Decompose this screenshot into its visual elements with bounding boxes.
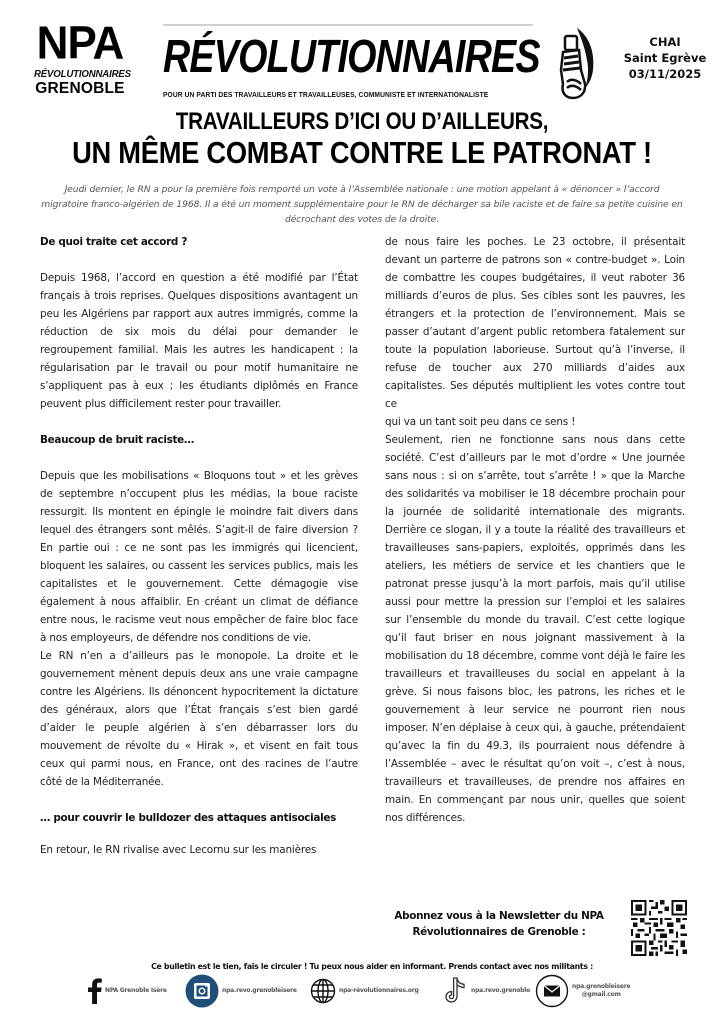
social-website[interactable] — [310, 974, 419, 1008]
globe-icon — [310, 978, 336, 1004]
npa-logo: NPA — [36, 17, 124, 70]
instagram-icon — [185, 974, 219, 1008]
social-label — [572, 983, 630, 999]
npa-logo-block — [30, 17, 131, 97]
section-heading: Beaucoup de bruit raciste… — [40, 434, 194, 446]
raised-fist-sickle-icon — [555, 26, 601, 100]
npa-logo-subtitle: RÉVOLUTIONNAIRES — [34, 68, 131, 80]
masthead-rule — [163, 24, 533, 26]
social-email[interactable] — [535, 974, 630, 1008]
section-heading: De quoi traite cet accord ? — [40, 236, 188, 248]
social-facebook[interactable] — [88, 974, 167, 1008]
newsletter-line-2: Révolutionnaires de Grenoble : — [412, 926, 586, 938]
masthead-tagline: POUR UN PARTI DES TRAVAILLEURS ET TRAVAILLEUSES, COMMUNISTE ET INTERNATIONALISTE — [163, 90, 489, 99]
section-paragraph: Le RN n’en a d’ailleurs pas le monopole. La droite et le gouvernement mènent depuis deux ans une vraie campagne contre les Algériens. Ils dénoncent hypocritement la dictature des généraux, alors que l’État français s’est bien gardé d’aider le peuple algérien à s’en débarrasser lors du mouvement de révolte du « Hirak », et visent en fait tous ceux qui parmi nous, en France, ont des racines de l’autre côté de la Méditerranée. — [40, 650, 358, 788]
qr-code-icon[interactable] — [631, 897, 687, 959]
headline-line-1: TRAVAILLEURS D’ICI OU D’AILLEURS, — [175, 108, 549, 135]
social-links — [88, 974, 698, 1008]
email-domain: @gmail.com — [581, 991, 621, 998]
social-label: NPA Grenoble Isère — [105, 987, 167, 994]
social-label: npa.revo.grenobleisere — [222, 987, 297, 994]
social-instagram[interactable] — [185, 974, 297, 1008]
newsletter-callout — [380, 908, 618, 940]
event-info — [606, 34, 724, 82]
event-place: CHAI — [649, 35, 681, 49]
email-icon — [535, 974, 569, 1008]
section-paragraph: Depuis 1968, l’accord en question a été modifié par l’État français à trois reprises. Quelques dispositions avantagent un peu les Algériens par rapport aux autres immigrés, comme la réduction de six mois du délai pour demander le regroupement familial. Mais les autres les handicapent : la régularisation par le travail ou pour motif humanitaire ne s’appliquent pas à eux ; les étudiants diplômés en France peuvent plus difficilement rester pour travailler. — [40, 272, 358, 410]
social-label: npa-révolutionnaires.org — [339, 987, 419, 994]
tiktok-icon — [444, 976, 468, 1006]
intro-chapo: Jeudi dernier, le RN a pour la première fois remporté un vote à l’Assemblée nationale : une motion appelant à « dénoncer » l’accord migratoire franco-algérien de 1968. Il a été un moment supplémentaire pour le RN de décharger sa bile raciste et de faire sa petite cuisine en décrochant des votes de la droite. — [41, 184, 683, 225]
section-paragraph: Depuis que les mobilisations « Bloquons tout » et les grèves de septembre n’occupent plus les médias, la boue raciste ressurgit. Ils montent en épingle le moindre fait divers dans lequel des étrangers sont mêlés. S’agit-il de faire diversion ? En partie oui : ce ne sont pas les immigrés qui licencient, bloquent les salaires, ou cassent les services publics, mais les capitalistes et le gouvernement. Cette démagogie vise également à nous affaiblir. En créant un climat de défiance entre nous, le racisme veut nous empêcher de faire bloc face à nos employeurs, de défendre nos conditions de vie. — [40, 470, 358, 644]
headline-line-2: UN MÊME COMBAT CONTRE LE PATRONAT ! — [72, 135, 652, 170]
footer-callout: Ce bulletin est le tien, fais le circuler ! Tu peux nous aider en informant. Prends contact avec nos militants : — [151, 962, 593, 971]
email-user: npa.grenobleisere — [572, 983, 631, 990]
event-town: Saint Egrève — [623, 51, 707, 65]
section-paragraph: En retour, le RN rivalise avec Lecornu sur les manières — [40, 844, 317, 856]
section-paragraph: qui va un tant soit peu dans ce sens ! — [385, 416, 576, 428]
npa-logo-city: GRENOBLE — [35, 80, 125, 97]
masthead-title: RÉVOLUTIONNAIRES — [163, 30, 540, 82]
left-column — [40, 233, 358, 859]
social-label: npa.revo.grenoble — [471, 987, 530, 994]
social-tiktok[interactable] — [444, 974, 530, 1008]
newsletter-line-1: Abonnez vous à la Newsletter du NPA — [394, 910, 604, 922]
facebook-icon — [88, 978, 102, 1004]
section-paragraph: de nous faire les poches. Le 23 octobre, il présentait devant un parterre de patrons son « contre-budget ». Loin de combattre les coupes budgétaires, il veut raboter 36 milliards d’euros de plus. Ses cibles sont les pauvres, les étrangers et la protection de l’environnement. Mais se passer d’autant d’argent public retombera fatalement sur toute la population laborieuse. Surtout qu’à l’inverse, il refuse de toucher aux 270 milliards d’aides aux capitalistes. Ses députés multiplient les votes contre tout ce — [385, 236, 685, 410]
event-date: 03/11/2025 — [628, 67, 702, 81]
section-paragraph: Seulement, rien ne fonctionne sans nous dans cette société. C’est d’ailleurs par le mot d’ordre « Une journée sans nous : si on s’arrête, tout s’arrête ! » que la Marche des solidarités va mobiliser le 18 décembre prochain pour la journée de solidarité internationale des migrants. Derrière ce slogan, il y a toute la réalité des travailleurs et travailleuses sans-papiers, exploités, opprimés dans les ateliers, les métiers de service et les chantiers que le patronat presse jusqu’à la mort parfois, mais qu’il utilise aussi pour mettre la pression sur l’emploi et les salaires sur l’ensemble du monde du travail. C’est cette logique qu’il faut briser en nous joignant massivement à la mobilisation du 18 décembre, comme vont déjà le faire les travailleurs et travailleuses du social en appelant à la grève. Si nous faisons bloc, les patrons, les riches et le gouvernement à leur service ne pourront rien nous imposer. N’en déplaise à ceux qui, à gauche, prétendaient qu’avec la fin du 49.3, ils pourraient nous défendre à l’Assemblée – avec le résultat qu’on voit –, c’est à nous, travailleurs et travailleuses, de prendre nos affaires en main. En commençant par nous unir, quelles que soient nos différences. — [385, 434, 685, 824]
right-column — [385, 233, 685, 827]
section-heading: … pour couvrir le bulldozer des attaques antisociales — [40, 812, 337, 824]
